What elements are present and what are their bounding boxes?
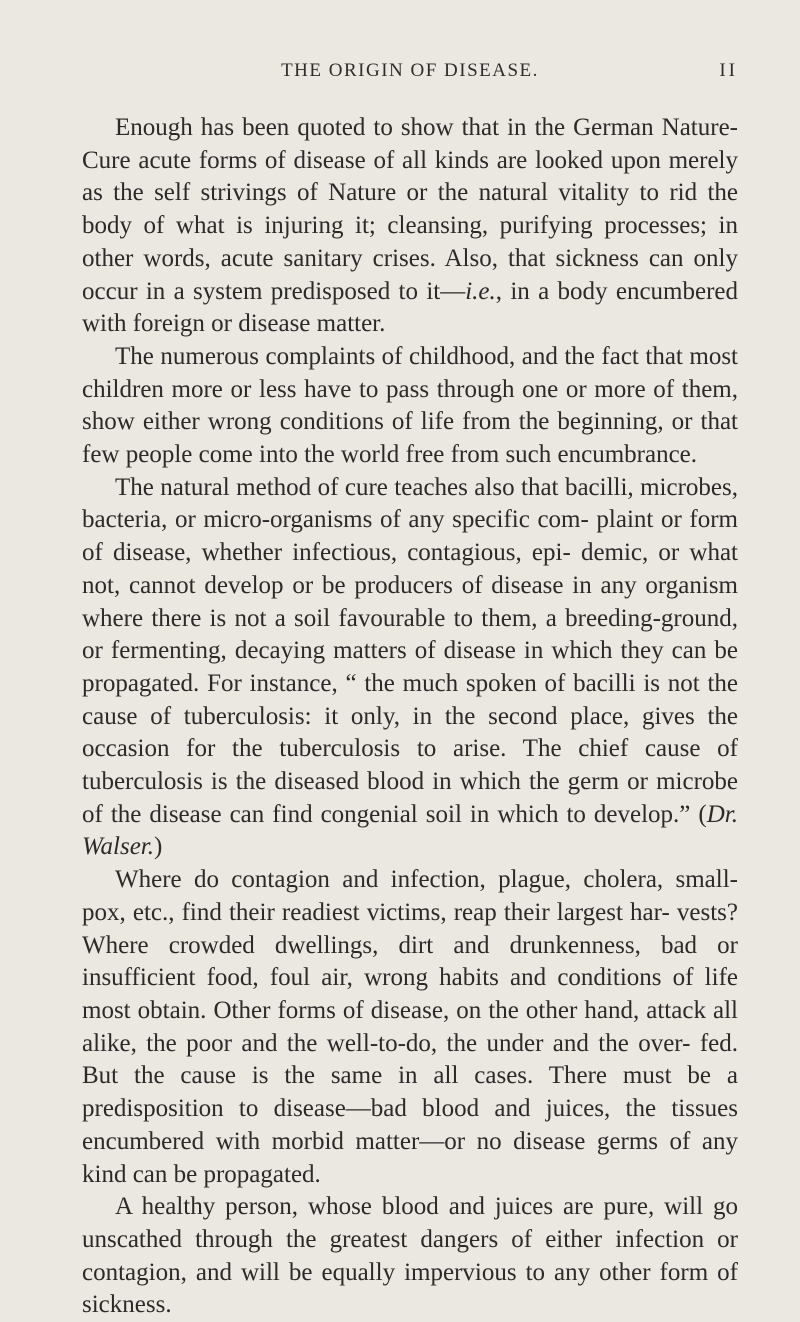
paragraph-1-end: , in a body encumbered with foreign or disease matter. (82, 277, 739, 338)
paragraph-5: A healthy person, whose blood and juices are pure, will go unscathed through the greatest dangers of either infection or contagion, and will be equally impervious to any other form of sickness. (82, 1193, 738, 1319)
paragraph-3-end: ) (154, 833, 163, 861)
body-text (82, 112, 738, 1322)
page-number: II (719, 60, 738, 81)
paragraph-3-text: The natural method of cure teaches also that bacilli, microbes, bacteria, or micro-organisms of any specific com- plaint or form of disease, whether infectious, contagious, epi- demic, or what not, cannot develop or be producers of disease in any organism where there is not a soil favourable to them, a breeding-ground, or fermenting, decaying matters of disease in which they can be propagated. For instance, “ the much spoken of bacilli is not the cause of tuberculosis: it only, in the second place, gives the occasion for the tuberculosis to arise. The chief cause of tuberculosis is the diseased blood in which the germ or microbe of the disease can find congenial soil in which to develop.” ( (82, 473, 738, 828)
paragraph-1-text: Enough has been quoted to show that in the German Nature-Cure acute forms of disease of all kinds are looked upon merely as the self strivings of Nature or the natural vitality to rid the body of what is injuring it; cleansing, purifying processes; in other words, acute sanitary crises. Also, that sickness can only occur in a system predisposed to it— (82, 114, 738, 305)
paragraph-2: The numerous complaints of childhood, and the fact that most children more or less have to pass through one or more of them, show either wrong conditions of life from the beginning, or that few people come into the world free from such encumbrance. (82, 342, 738, 469)
page-title: THE ORIGIN OF DISEASE. (281, 60, 539, 81)
citation: Dr. Walser. (82, 800, 738, 861)
paragraph-1-abbreviation: i.e. (465, 277, 496, 305)
running-head (82, 60, 738, 86)
paragraph-3 (82, 472, 738, 864)
paragraph-1 (82, 112, 738, 341)
paragraph-4: Where do contagion and infection, plague, cholera, small- pox, etc., find their readiest victims, reap their largest har- vests? Where crowded dwellings, dirt and drunkenness, bad or insufficient food, foul air, wrong habits and conditions of life most obtain. Other forms of disease, on the other hand, attack all alike, the poor and the well-to-do, the under and the over- fed. But the cause is the same in all cases. There must be a predisposition to disease—bad blood and juices, the tissues encumbered with morbid matter—or no disease germs of any kind can be propagated. (82, 866, 738, 1188)
